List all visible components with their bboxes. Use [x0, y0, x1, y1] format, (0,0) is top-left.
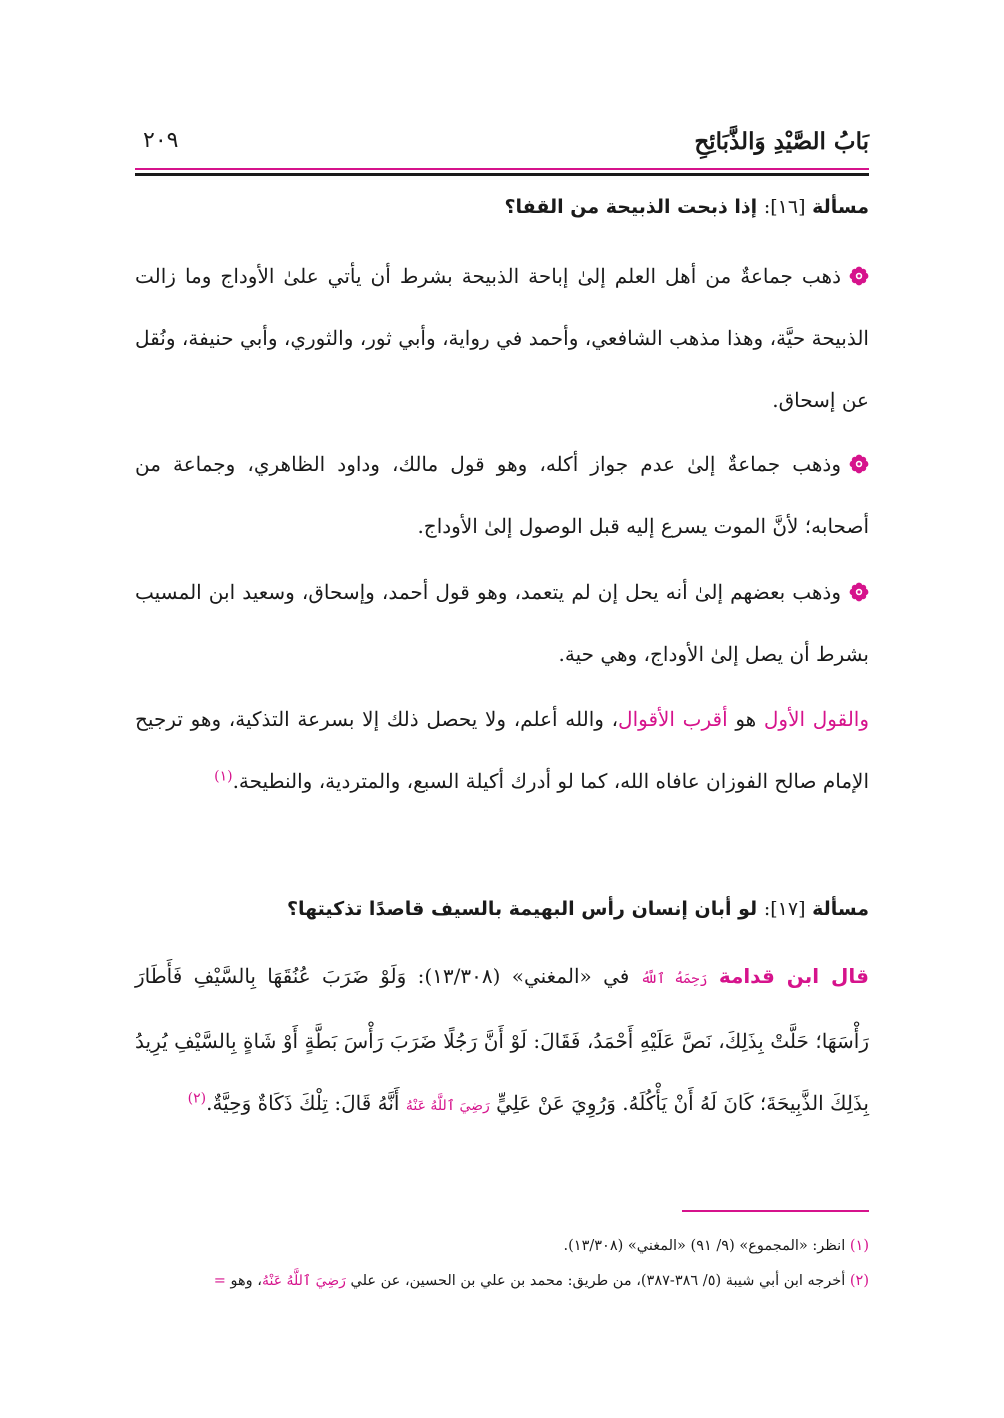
- footnote-separator: [682, 1210, 869, 1212]
- section-label: مسألة: [812, 898, 869, 920]
- quotation-paragraph: [135, 945, 869, 1137]
- header-rule-pink: [135, 168, 869, 170]
- opinion-text: وذهب بعضهم إلىٰ أنه يحل إن لم يتعمد، وهو قول أحمد، وإسحاق، وسعيد ابن المسيب بشرط أن يصل إلىٰ الأوداج، وهي حية.: [135, 580, 869, 666]
- honorific-mark: رَحِمَهُ ٱللَّهُ: [640, 971, 708, 987]
- section-16-heading: [135, 196, 869, 218]
- preferred-opinion-highlight: والقول الأول: [763, 707, 870, 731]
- continuation-mark: =: [213, 1273, 226, 1289]
- opinion-text: ذهب جماعةٌ من أهل العلم إلىٰ إباحة الذبيحة بشرط أن يأتي علىٰ الأوداج وما زالت الذبيحة حيَّة، وهذا مذهب الشافعي، وأحمد في رواية، وأبي ثور، والثوري، وأبي حنيفة، ونُقل عن إسحاق.: [135, 264, 869, 412]
- section-question: إذا ذبحت الذبيحة من القفا؟: [504, 196, 758, 218]
- section-label: مسألة: [812, 196, 869, 218]
- section-17-heading: [135, 898, 869, 920]
- footnote-2: [109, 1269, 869, 1293]
- footnote-ref-1[interactable]: (١): [214, 768, 233, 785]
- nearest-opinion-highlight: أقرب الأقوال: [618, 707, 728, 731]
- conclusion-text: هو: [727, 707, 764, 731]
- footnote-1: [109, 1234, 869, 1258]
- honorific-mark: رَضِيَ ٱللَّهُ عَنْهُ: [405, 1098, 490, 1114]
- opinion-text: وذهب جماعةٌ إلىٰ عدم جواز أكله، وهو قول مالك، وداود الظاهري، وجماعة من أصحابه؛ لأنَّ الموت يسرع إليه قبل الوصول إلىٰ الأوداج.: [135, 452, 869, 538]
- scholar-name: قال ابن قدامة: [718, 964, 870, 988]
- conclusion-text: ، والله أعلم، ولا يحصل ذلك إلا بسرعة التذكية، وهو ترجيح الإمام صالح الفوزان عافاه الله، كما لو أدرك أكيلة السبع، والمتردية، والنطيحة.: [135, 707, 869, 793]
- section-question: لو أبان إنسان رأس البهيمة بالسيف قاصدًا تذكيتها؟: [286, 898, 758, 920]
- section-number: [١٧]:: [763, 898, 806, 920]
- section-number: [١٦]:: [763, 196, 806, 218]
- quotation-text: في «المغني» (١٣/٣٠٨): وَلَوْ ضَرَبَ عُنُقَهَا بِالسَّيْفِ فَأَطَارَ رَأْسَهَا؛ حَلَّتْ بِذَلِكَ، نَصَّ عَلَيْهِ أَحْمَدُ، فَقَالَ: لَوْ أَنَّ رَجُلًا ضَرَبَ رَأْسَ بَطَّةٍ أَوْ شَاةٍ بِالسَّيْفِ يُرِيدُ بِذَلِكَ الذَّبِيحَةَ؛ كَانَ لَهُ أَنْ يَأْكُلَهُ. وَرُوِيَ عَنْ عَلِيٍّ: [135, 964, 869, 1115]
- page-number: ٢٠٩: [143, 128, 179, 153]
- footnote-text: أخرجه ابن أبي شيبة (٥/ ٣٨٦-٣٨٧)، من طريق: محمد بن علي بن الحسين، عن علي: [345, 1273, 850, 1289]
- page-header: [135, 122, 869, 166]
- conclusion-paragraph: [135, 688, 869, 812]
- footnote-text: انظر: «المجموع» (٩/ ٩١) «المغني» (١٣/٣٠٨).: [563, 1238, 850, 1254]
- opinion-paragraph-3: [135, 561, 869, 685]
- running-title: بَابُ الصَّيْدِ وَالذَّبَائِحِ: [694, 128, 869, 155]
- footnote-number: (٢): [849, 1273, 869, 1289]
- header-rule-black: [135, 173, 869, 176]
- opinion-paragraph-1: [135, 245, 869, 431]
- flower-bullet-icon: [849, 454, 869, 474]
- quotation-text: أَنَّهُ قَالَ: تِلْكَ ذَكَاةٌ وَحِيَّةٌ.: [206, 1091, 406, 1115]
- opinion-paragraph-2: [135, 433, 869, 557]
- flower-bullet-icon: [849, 582, 869, 602]
- footnote-text: ، وهو: [225, 1273, 262, 1289]
- honorific-mark: رَضِيَ ٱللَّهُ عَنْهُ: [261, 1273, 346, 1289]
- flower-bullet-icon: [849, 266, 869, 286]
- footnote-number: (١): [849, 1238, 869, 1254]
- footnote-ref-2[interactable]: (٢): [187, 1090, 207, 1107]
